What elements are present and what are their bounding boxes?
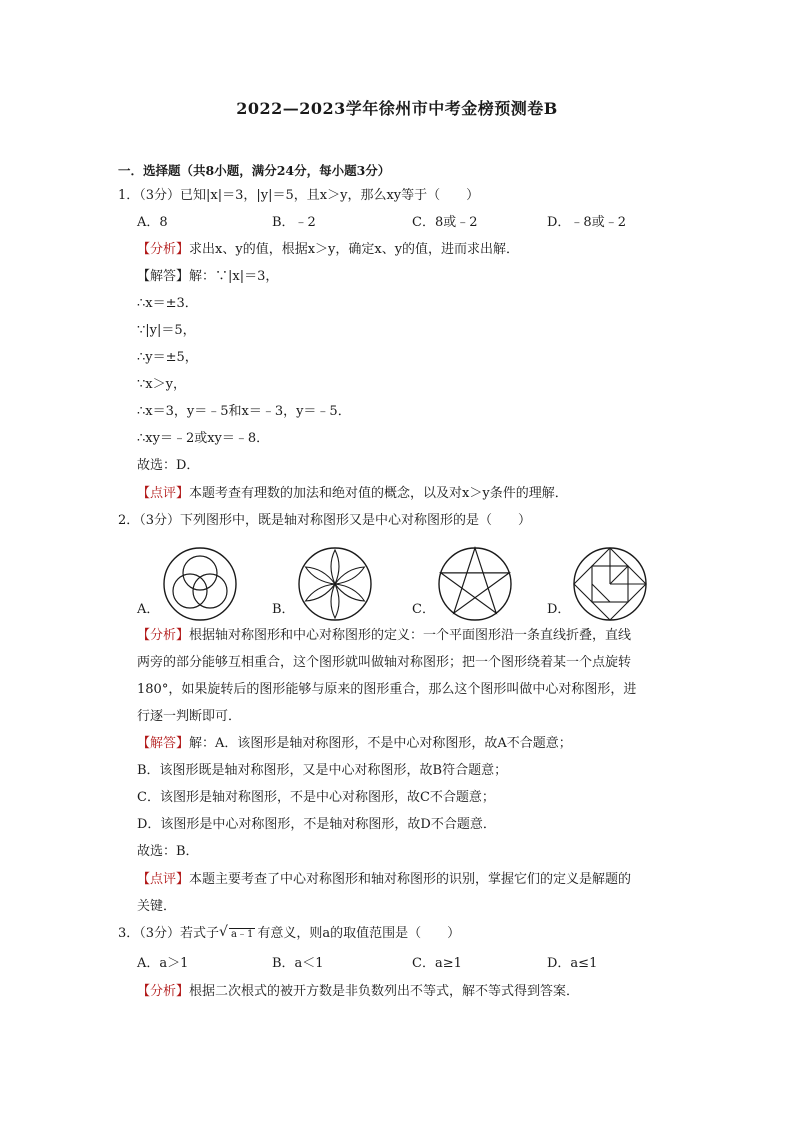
q1-answer-line: ∵x＞y， [137,377,186,392]
section-tag: 【分析】 [137,242,190,257]
q1-answer-line: ∴x＝3，y＝﹣5和x＝﹣3，y＝﹣5． [137,404,351,419]
q1-answer-line: ∴x＝±3． [137,296,198,311]
q3-stem [118,925,460,943]
section-tag-text: 解：A．该图形是轴对称图形，不是中心对称图形，故A不合题意； [189,736,572,751]
q1-option-d: D．﹣8或﹣2 [547,215,626,230]
figure-b-flower [296,545,374,623]
figure-c-pentagram [436,545,514,623]
q2-comment-line [137,871,631,889]
section-tag: 【分析】 [137,984,190,999]
q1-answer-line: 【解答】解：∵|x|＝3， [137,269,279,284]
q1-option-b: B．﹣2 [272,215,316,230]
q2-answer-line: D．该图形是中心对称图形，不是轴对称图形，故D不合题意． [137,817,496,832]
section-tag-text: 求出x、y的值，根据x＞y，确定x、y的值，进而求出解． [189,242,520,257]
section-tag-text: 根据二次根式的被开方数是非负数列出不等式，解不等式得到答案． [189,984,580,999]
figure-d-label: D． [547,602,571,617]
q2-answer-line [137,735,572,753]
section-tag: 【点评】 [137,872,190,887]
section-heading: 一．选择题（共8小题，满分24分，每小题3分） [118,163,391,178]
q1-comment [137,485,568,503]
q1-stem: 1．（3分）已知|x|＝3，|y|＝5，且x＞y，那么xy等于（ ） [118,188,480,203]
figure-a-label: A． [137,602,160,617]
q1-option-c: C．8或﹣2 [412,215,478,230]
figure-c-label: C． [412,602,435,617]
q3-option-b: B．a＜1 [272,956,324,971]
q1-answer-line: ∴xy＝﹣2或xy＝﹣8． [137,431,270,446]
q1-answer-line: ∴y＝±5， [137,350,198,365]
section-tag-text: 本题主要考查了中心对称图形和轴对称图形的识别，掌握它们的定义是解题的 [189,872,632,887]
section-tag-text: 本题考查有理数的加法和绝对值的概念，以及对x＞y条件的理解． [189,486,568,501]
q2-stem: 2．（3分）下列图形中，既是轴对称图形又是中心对称图形的是（ ） [118,513,532,528]
section-tag: 【点评】 [137,486,190,501]
q1-option-a: A．8 [137,215,168,230]
q2-analysis-line: 两旁的部分能够互相重合，这个图形就叫做轴对称图形；把一个图形绕着某一个点旋转 [137,655,632,670]
q3-stem-suffix: 有意义，则a的取值范围是（ ） [257,926,461,941]
q3-option-d: D．a≤1 [547,956,598,971]
q2-comment-line: 关键． [137,899,177,914]
q2-analysis-line: 180°，如果旋转后的图形能够与原来的图形重合，那么这个图形叫做中心对称图形，进 [137,682,637,697]
sqrt-symbol: √ [219,924,228,940]
q2-analysis-line: 行逐一判断即可． [137,709,242,724]
page-title: 2022—2023学年徐州市中考金榜预测卷B [236,99,558,118]
q3-stem-prefix: 3．（3分）若式子 [118,926,220,941]
figure-b-label: B． [272,602,295,617]
sqrt-expression [219,925,255,943]
section-tag: 【分析】 [137,628,190,643]
figure-a-three-circles [161,545,239,623]
figure-d-square-pattern [571,545,649,623]
q2-answer-line: 故选：B． [137,844,199,859]
section-tag-text: 根据轴对称图形和中心对称图形的定义：一个平面图形沿一条直线折叠，直线 [189,628,632,643]
q2-answer-line: C．该图形是轴对称图形，不是中心对称图形，故C不合题意； [137,790,495,805]
q3-analysis [137,983,579,1001]
q3-option-a: A．a＞1 [137,956,189,971]
section-tag: 【解答】 [137,736,190,751]
q1-answer-line: 故选：D． [137,458,200,473]
q2-answer-line: B．该图形既是轴对称图形，又是中心对称图形，故B符合题意； [137,763,508,778]
q1-answer-line: ∵|y|＝5， [137,323,196,338]
q2-analysis-line [137,627,631,645]
q1-analysis [137,241,519,259]
q3-option-c: C．a≥1 [412,956,462,971]
sqrt-radicand: a﹣1 [231,929,254,940]
